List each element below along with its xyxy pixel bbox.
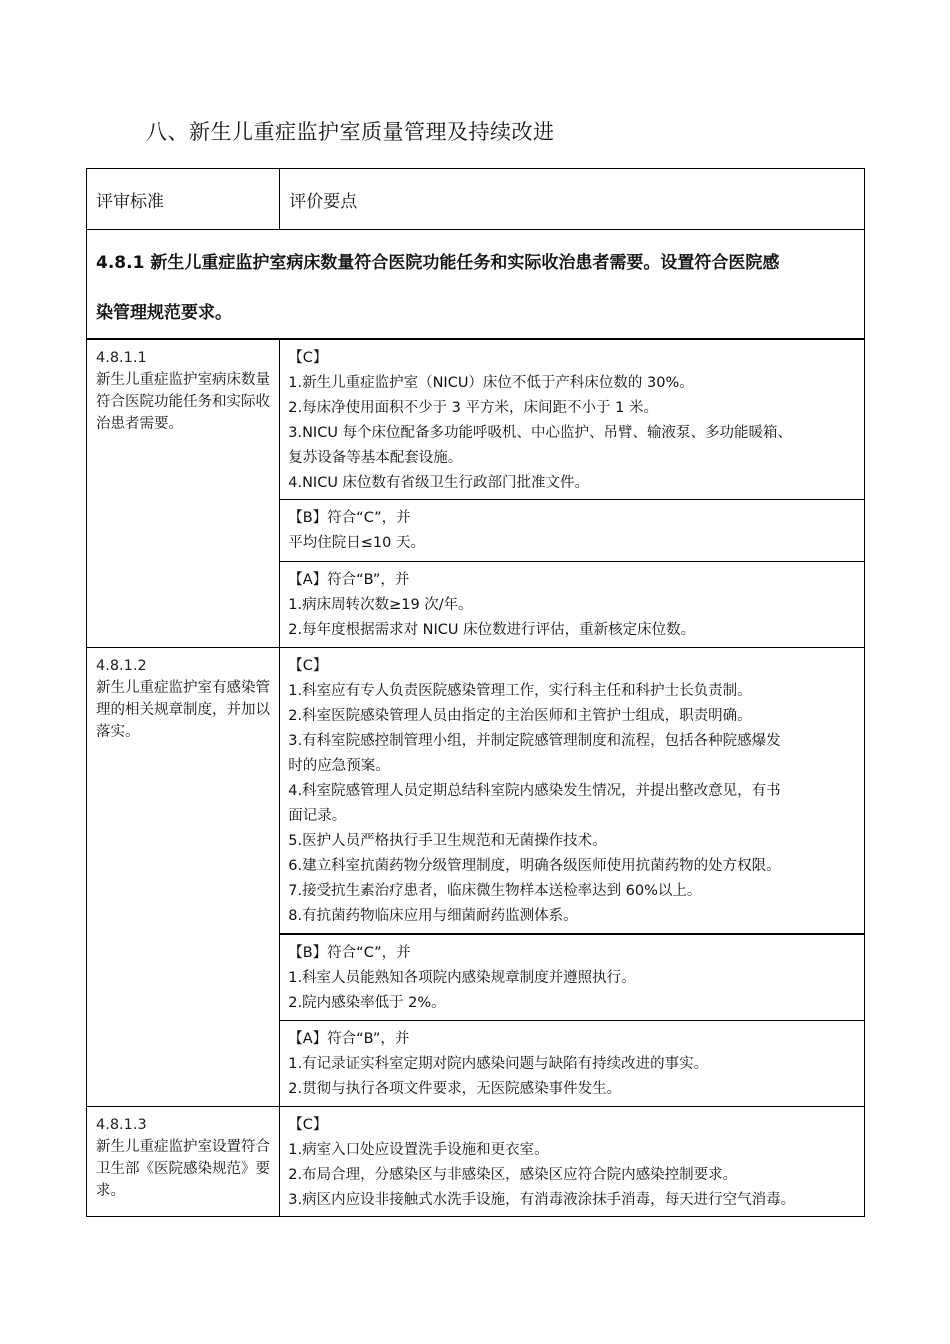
section-heading-line-1: 4.8.1 新生儿重症监护室病床数量符合医院功能任务和实际收治患者需要。设置符合医院感 — [96, 253, 780, 273]
grade-line: 复苏设备等基本配套设施。 — [288, 450, 463, 466]
table-header-row — [87, 169, 865, 230]
grade-line: 【A】符合“B”，并 — [288, 1031, 410, 1047]
grade-b-cell — [280, 934, 865, 1021]
grade-a-cell — [280, 562, 865, 648]
grade-line: 3.NICU 每个床位配备多功能呼吸机、中心监护、吊臂、输液泵、多功能暖箱、 — [288, 425, 793, 441]
grade-line: 2.每年度根据需求对 NICU 床位数进行评估，重新核定床位数。 — [288, 622, 696, 638]
grade-line: 2.布局合理，分感染区与非感染区，感染区应符合院内感染控制要求。 — [288, 1167, 738, 1183]
section-heading-row — [87, 230, 865, 340]
item-cell — [87, 339, 280, 648]
grade-line: 2.院内感染率低于 2%。 — [288, 995, 446, 1011]
item-text: 新生儿重症监护室病床数量符合医院功能任务和实际收治患者需要。 — [96, 372, 270, 432]
grade-line: 【C】 — [288, 1117, 328, 1133]
grade-line: 【C】 — [288, 350, 328, 366]
item-code: 4.8.1.2 — [96, 658, 147, 674]
table-row — [87, 648, 865, 935]
header-evaluation-points: 评价要点 — [280, 169, 865, 230]
grade-line: 【B】符合“C”，并 — [288, 945, 411, 961]
grade-line: 1.科室应有专人负责医院感染管理工作，实行科主任和科护士长负责制。 — [288, 683, 752, 699]
grade-a-cell — [280, 1021, 865, 1107]
grade-b-cell — [280, 500, 865, 562]
grade-line: 【C】 — [288, 658, 328, 674]
table-row — [87, 1107, 865, 1217]
grade-line: 【B】符合“C”，并 — [288, 510, 411, 526]
item-cell — [87, 1107, 280, 1217]
page-title: 八、新生儿重症监护室质量管理及持续改进 — [146, 120, 555, 144]
grade-line: 1.科室人员能熟知各项院内感染规章制度并遵照执行。 — [288, 970, 636, 986]
grade-line: 4.科室院感管理人员定期总结科室院内感染发生情况，并提出整改意见，有书 — [288, 783, 781, 799]
grade-line: 8.有抗菌药物临床应用与细菌耐药监测体系。 — [288, 908, 578, 924]
grade-line: 1.新生儿重症监护室（NICU）床位不低于产科床位数的 30%。 — [288, 375, 694, 391]
grade-line: 2.每床净使用面积不少于 3 平方米，床间距不小于 1 米。 — [288, 400, 658, 416]
standards-table — [86, 168, 865, 1217]
grade-line: 5.医护人员严格执行手卫生规范和无菌操作技术。 — [288, 833, 607, 849]
grade-line: 7.接受抗生素治疗患者，临床微生物样本送检率达到 60%以上。 — [288, 883, 702, 899]
grade-line: 面记录。 — [288, 808, 347, 824]
grade-c-cell — [280, 339, 865, 500]
grade-line: 6.建立科室抗菌药物分级管理制度，明确各级医师使用抗菌药物的处方权限。 — [288, 858, 781, 874]
grade-line: 平均住院日≤10 天。 — [288, 535, 425, 551]
grade-c-cell — [280, 1107, 865, 1217]
grade-c-cell — [280, 648, 865, 935]
header-standard: 评审标准 — [87, 169, 280, 230]
section-heading-line-2: 染管理规范要求。 — [96, 303, 232, 323]
table-row — [87, 339, 865, 500]
grade-line: 1.有记录证实科室定期对院内感染问题与缺陷有持续改进的事实。 — [288, 1056, 709, 1072]
grade-line: 1.病床周转次数≥19 次/年。 — [288, 597, 473, 613]
grade-line: 3.有科室院感控制管理小组，并制定院感管理制度和流程，包括各种院感爆发 — [288, 733, 781, 749]
item-text: 新生儿重症监护室有感染管理的相关规章制度，并加以落实。 — [96, 680, 270, 740]
section-heading — [87, 230, 865, 340]
item-code: 4.8.1.1 — [96, 350, 147, 366]
grade-line: 2.贯彻与执行各项文件要求，无医院感染事件发生。 — [288, 1081, 622, 1097]
item-cell — [87, 648, 280, 1107]
grade-line: 2.科室医院感染管理人员由指定的主治医师和主管护士组成，职责明确。 — [288, 708, 752, 724]
item-text: 新生儿重症监护室设置符合卫生部《医院感染规范》要求。 — [96, 1139, 270, 1199]
grade-line: 3.病区内应设非接触式水洗手设施，有消毒液涂抹手消毒，每天进行空气消毒。 — [288, 1192, 796, 1208]
grade-line: 1.病室入口处应设置洗手设施和更衣室。 — [288, 1142, 549, 1158]
grade-line: 时的应急预案。 — [288, 758, 390, 774]
item-code: 4.8.1.3 — [96, 1117, 147, 1133]
grade-line: 4.NICU 床位数有省级卫生行政部门批准文件。 — [288, 475, 590, 491]
grade-line: 【A】符合“B”，并 — [288, 572, 410, 588]
